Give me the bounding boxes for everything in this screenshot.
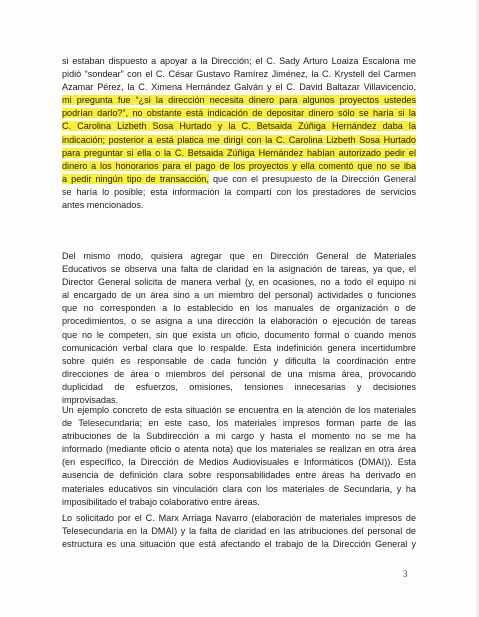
text-line: al encargado de un área sino a un miembro del personal) actividades o funciones [62,290,416,301]
text-line: atribuciones de la Subdirección a mi cargo y hasta el momento no se me ha [62,431,416,442]
text-line: se haría lo posible; esta información la compartí con los prestadores de servicios [62,186,416,197]
highlight-mark: podrían darlo?”, no obstante está indicación de depositar dinero sólo se haría si la [62,108,416,119]
text-line: si estaban dispuesto a apoyar a la Dirección; el C. Sady Arturo Loaiza Escalona me [62,56,416,66]
text-line: estructura es una situación que está afectando el trabajo de la Dirección General y [62,539,416,550]
text-line: de Telesecundaria; en este caso, los materiales impresos forman parte de las [62,418,416,429]
highlighted-text-line [62,134,416,147]
highlight-mark: dinero a los honorarios para el pago de los proyectos y ella comentó que no se iba [62,160,416,171]
paragraph-3 [62,404,416,509]
text-line: materiales educativos sin vinculación clara con los materiales de Secundaria, y ha [62,483,416,494]
text-line: direcciones de área o miembros del personal de una misma área, provocando [62,368,416,379]
highlight-mark: indicación; posterior a está platica me dirigí con la C. Carolina Lizbeth Sosa Hurtado [62,134,416,145]
text-line: que no le competen, sin que exista un oficio, documento formal o cuando menos [62,329,416,340]
text-line: Director General solicita de manera verbal (y, en ocasiones, no a todo el equipo ni [62,277,416,288]
paragraph-2 [62,250,416,407]
text-line: ausencia de definición clara sobre responsabilidades entre áreas ha derivado en [62,470,416,481]
highlighted-text-line [62,107,416,120]
text-line: pidió “sondear” con el C. César Gustavo Ramírez Jiménez, la C. Krystell del Carmen [62,69,416,80]
paragraph-1 [62,55,416,212]
text-line: que no corresponden a lo establecido en los manuales de organización o de [62,303,416,314]
highlighted-text-line [62,147,416,160]
paragraph-4 [62,512,416,551]
text-segment: que con el presupuesto de la Dirección General [208,173,416,184]
mixed-text-line [62,173,416,186]
text-line: imposibilitado el trabajo colaborativo entre áreas. [62,496,260,507]
text-line: Azamar Pérez, la C. Ximena Hernández Galván y el C. David Baltazar Villavicencio, [62,82,416,93]
text-line: procedimientos, o se asigna a una dirección la elaboración o ejecución de tareas [62,316,416,327]
text-line: comunicación verbal clara que lo respalde. Esta indefinición genera incertidumbre [62,342,416,353]
highlight-mark: para preguntar si ella o la C. Betsaida Zúñiga Hernández habían autorizado pedir el [62,147,416,158]
text-line: Del mismo modo, quisiera agregar que en Dirección General de Materiales [62,251,416,261]
highlighted-text-line [62,160,416,173]
highlight-mark: a pedir ningún tipo de transacción, [62,173,209,184]
highlight-mark: C. Carolina Lizbeth Sosa Hurtado y la C. Betsaida Zúñiga Hernández daba la [62,121,416,132]
text-line: antes mencionados. [62,200,144,211]
text-line: informado (mediante oficio o atenta nota) que los materiales se realizan en otra área [62,444,416,455]
text-line: Lo solicitado por el C. Marx Arriaga Navarro (elaboración de materiales impresos de [62,513,416,523]
highlight-mark: mi pregunta fue “¿si la dirección necesita dinero para algunos proyectos ustedes [62,95,416,106]
text-line: duplicidad de esfuerzos, omisiones, tensiones innecesarias y decisiones [62,381,416,392]
highlighted-text-line [62,120,416,133]
highlighted-text-line [62,94,416,107]
text-line: Telesecundaria en la DMAI) y la falta de claridad en las atribuciones del personal de [62,526,416,537]
text-line: improvisadas. [62,395,119,406]
page-number: 3 [403,569,408,579]
text-line: (en específico, la Dirección de Medios Audiovisuales e Informáticos (DMAI)). Esta [62,457,416,468]
text-line: Un ejemplo concreto de esta situación se encuentra en la atención de los materiales [62,405,416,415]
text-line: sobre quién es responsable de cada función y dificulta la coordinación entre [62,355,416,366]
text-line: Educativos se observa una falta de claridad en la asignación de tareas, ya que, el [62,264,416,275]
